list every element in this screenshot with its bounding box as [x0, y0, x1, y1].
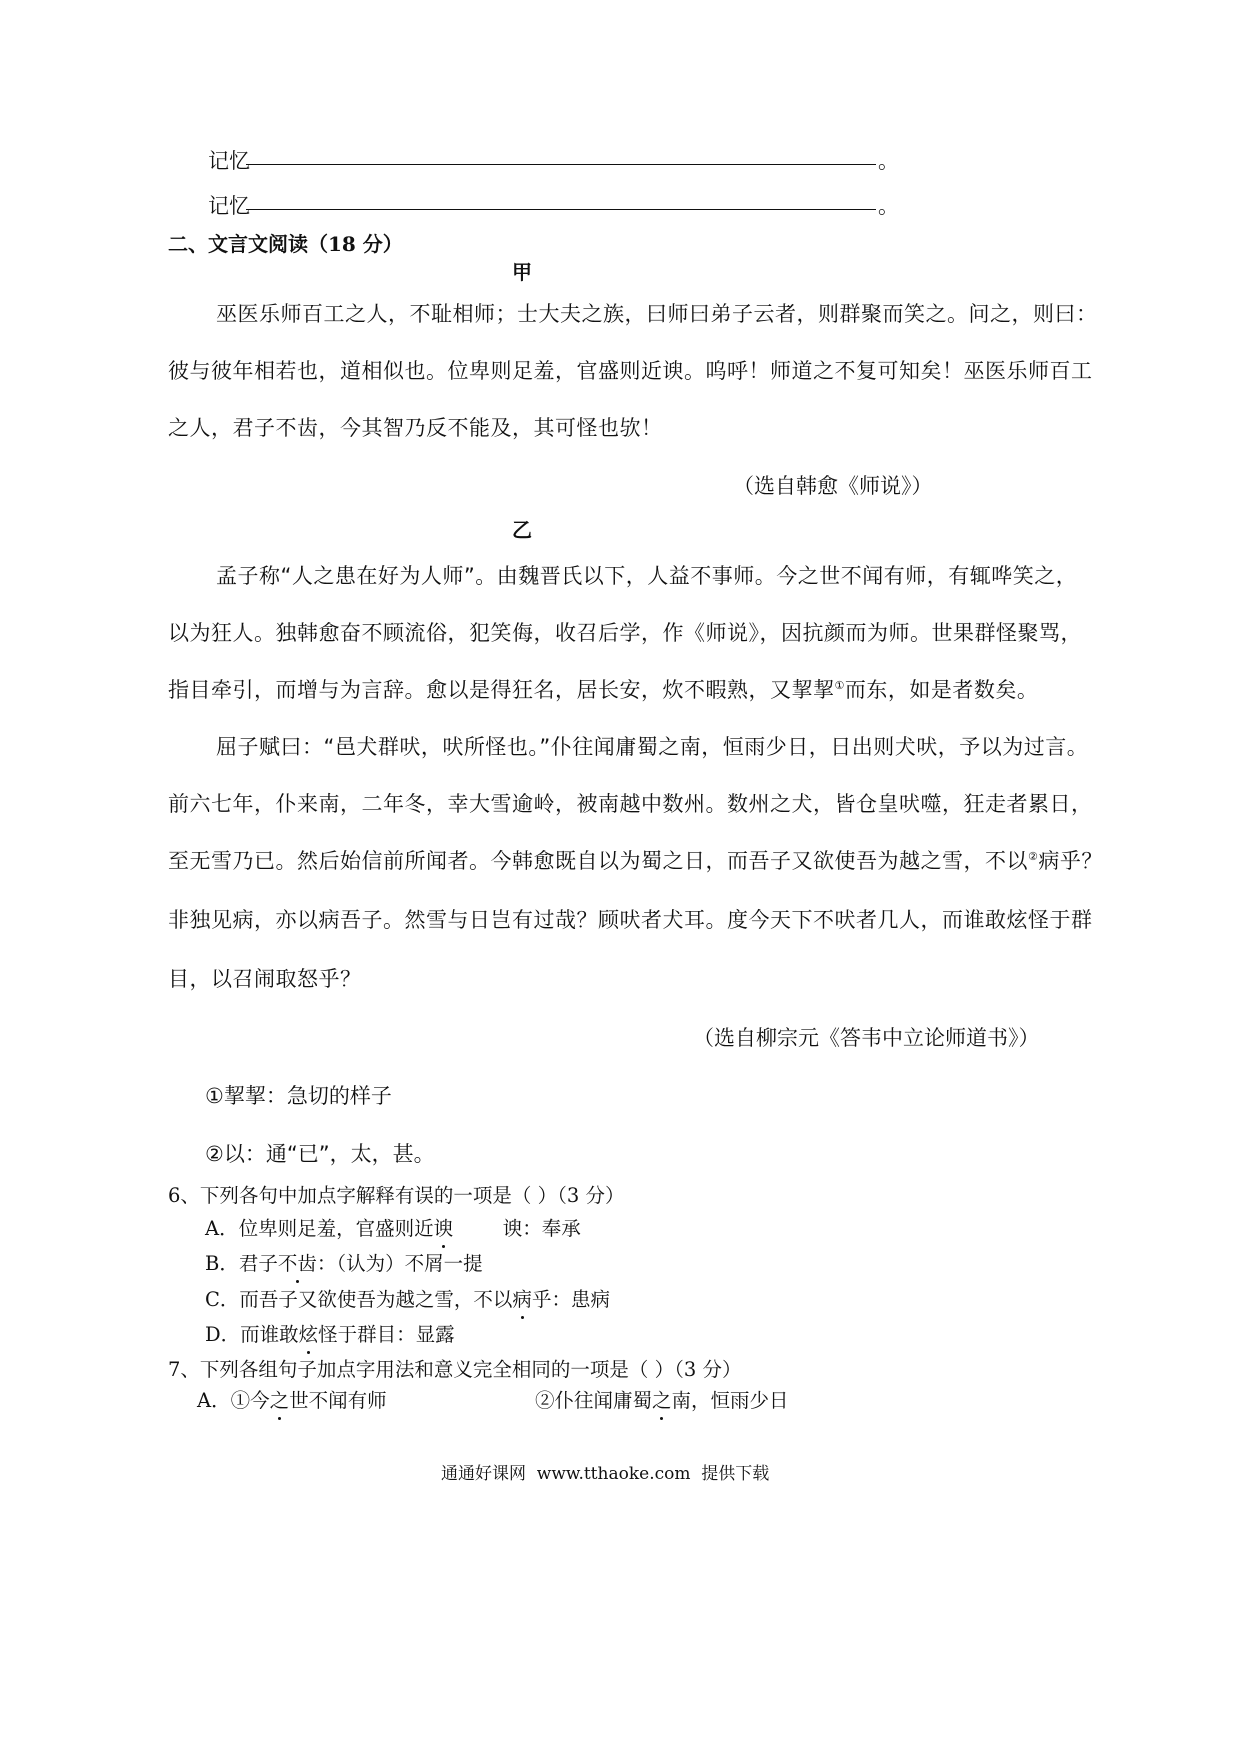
question-7-option-a-1[interactable]: [197, 1385, 387, 1413]
footnote-2: ②以：通“已”，太，甚。: [205, 1142, 435, 1166]
option-text: A．位卑则足羞，官盛则近: [205, 1217, 434, 1240]
dotted-char: 之: [270, 1385, 290, 1413]
question-7-stem: 7、下列各组句子加点字用法和意义完全相同的一项是（ ）（3 分）: [168, 1358, 742, 1381]
passage-a-line: 之人，君子不齿，今其智乃反不能及，其可怪也欤！: [168, 416, 663, 440]
dotted-char: 谀: [434, 1213, 454, 1241]
option-text: 乎：患病: [531, 1288, 610, 1311]
option-text: ②仆往闻庸蜀: [535, 1389, 653, 1412]
footnote-1: ①挈挈：急切的样子: [205, 1084, 392, 1108]
footnote-mark-2: ②: [1028, 850, 1039, 863]
dotted-char: 不齿: [278, 1248, 317, 1276]
passage-a-line: 巫医乐师百工之人，不耻相师；士大夫之族，曰师曰弟子云者，则群聚而笑之。问之，则曰：: [216, 302, 1098, 326]
passage-b-line: [168, 845, 1103, 875]
option-text: C．而吾子又欲使吾为越之雪，不以: [205, 1288, 513, 1311]
memory-label-1: 记忆: [208, 149, 250, 173]
option-text: B．君子: [205, 1252, 278, 1275]
passage-b-line: 目，以召闹取怒乎？: [168, 967, 362, 991]
page-footer: 通通好课网 www.tthaoke.com 提供下载: [441, 1464, 770, 1484]
passage-b-line: 前六七年，仆来南，二年冬，幸大雪逾岭，被南越中数州。数州之犬，皆仓皇吠噬，狂走者累日，: [168, 792, 1093, 816]
passage-b-text: 而东，如是者数矣。: [844, 678, 1039, 702]
option-text: D．而谁敢: [205, 1323, 299, 1346]
passage-b-text: 指目牵引，而增与为言辞。愈以是得狂名，居长安，炊不暇熟，又挈挈: [168, 678, 835, 702]
memory-label-2: 记忆: [208, 194, 250, 218]
option-text: A．①今: [197, 1389, 270, 1412]
option-text: 南，恒雨少日: [671, 1389, 789, 1412]
passage-a-source: （选自韩愈《师说》）: [733, 474, 933, 498]
question-6-option-d[interactable]: [205, 1319, 455, 1347]
memory-end-2: 。: [878, 194, 899, 218]
passage-a-title: 甲: [512, 260, 532, 284]
question-6-option-b[interactable]: [205, 1248, 483, 1276]
dotted-char: 炫: [299, 1319, 319, 1347]
passage-b-line: 以为狂人。独韩愈奋不顾流俗，犯笑侮，收召后学，作《师说》，因抗颜而为师。世果群怪聚骂，: [168, 621, 1082, 645]
dotted-char: 病: [512, 1284, 532, 1312]
passage-b-line: 屈子赋曰：“邑犬群吠，吠所怪也。”仆往闻庸蜀之南，恒雨少日，日出则犬吠，予以为过言。: [216, 735, 1089, 759]
passage-b-line: [168, 674, 1038, 704]
passage-b-source: （选自柳宗元《答韦中立论师道书》）: [693, 1026, 1040, 1050]
option-text: 世不闻有师: [289, 1389, 387, 1412]
question-6-option-a[interactable]: [205, 1213, 581, 1241]
question-6-option-c[interactable]: [205, 1284, 610, 1312]
memory-end-1: 。: [878, 149, 899, 173]
passage-b-line: 非独见病，亦以病吾子。然雪与日岂有过哉？顾吠者犬耳。度今天下不吠者几人，而谁敢炫怪于群: [168, 908, 1093, 932]
memory-answer-line-1[interactable]: [246, 164, 876, 165]
option-text: 怪于群目：显露: [318, 1323, 455, 1346]
footnote-mark-1: ①: [834, 679, 845, 692]
question-6-stem: 6、下列各句中加点字解释有误的一项是（ ）（3 分）: [168, 1184, 625, 1207]
section-title: 二、文言文阅读（18 分）: [168, 232, 403, 256]
passage-b-title: 乙: [512, 518, 532, 542]
option-text: 谀：奉承: [453, 1217, 581, 1240]
passage-b-text: 至无雪乃已。然后始信前所闻者。今韩愈既自以为蜀之日，而吾子又欲使吾为越之雪，不以: [168, 849, 1028, 873]
dotted-char: 之: [652, 1385, 672, 1413]
passage-a-line: 彼与彼年相若也，道相似也。位卑则足羞，官盛则近谀。呜呼！师道之不复可知矣！巫医乐师百工: [168, 359, 1093, 383]
question-7-option-a-2[interactable]: [535, 1385, 789, 1413]
option-text: ：（认为）不屑一提: [316, 1252, 483, 1275]
passage-b-line: 孟子称“人之患在好为人师”。由魏晋氏以下，人益不事师。今之世不闻有师，有辄哗笑之，: [216, 564, 1078, 588]
memory-answer-line-2[interactable]: [246, 209, 876, 210]
passage-b-text: 病乎？: [1038, 849, 1103, 873]
